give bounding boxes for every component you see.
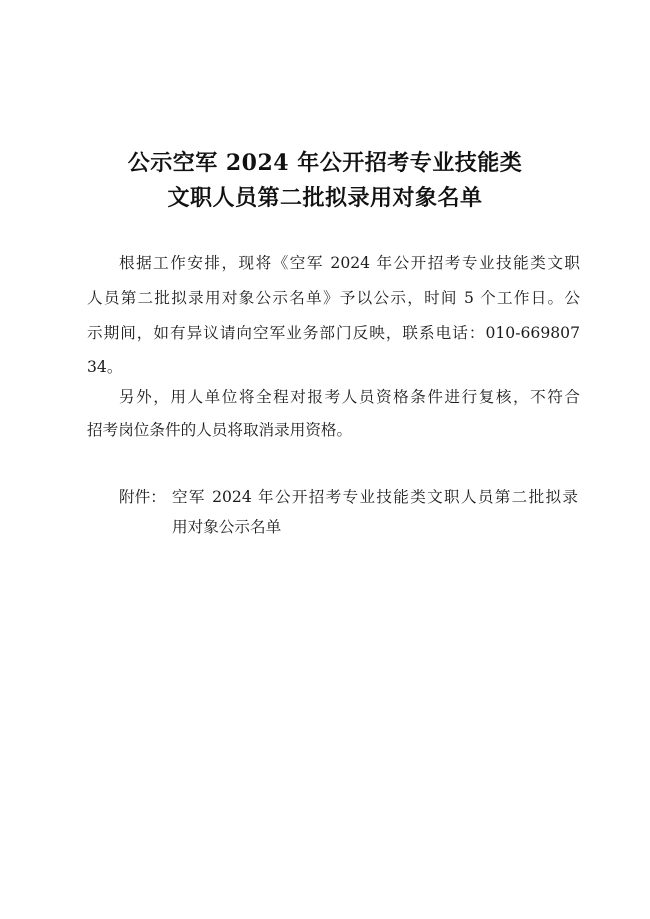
paragraph-line: 招考岗位条件的人员将取消录用资格。	[87, 421, 353, 439]
paragraph-line: 另外，用人单位将全程对报考人员资格条件进行复核，不符合	[119, 388, 580, 406]
attachment-text-line-1: 空军 2024 年公开招考专业技能类文职人员第二批拟录	[172, 488, 578, 506]
document-title-line-2: 文职人员第二批拟录用对象名单	[167, 185, 483, 211]
paragraph-line: 根据工作安排，现将《空军 2024 年公开招考专业技能类文职	[119, 254, 580, 272]
attachment-text-line-2: 用对象公示名单	[172, 518, 282, 536]
paragraph-line: 人员第二批拟录用对象公示名单》予以公示，时间 5 个工作日。公	[87, 289, 580, 307]
attachment-label: 附件：	[119, 488, 166, 506]
document-title-line-1: 公示空军 2024 年公开招考专业技能类	[127, 150, 523, 176]
paragraph-line: 34。	[87, 358, 123, 376]
paragraph-line: 示期间，如有异议请向空军业务部门反映，联系电话：010-669807	[87, 324, 580, 342]
